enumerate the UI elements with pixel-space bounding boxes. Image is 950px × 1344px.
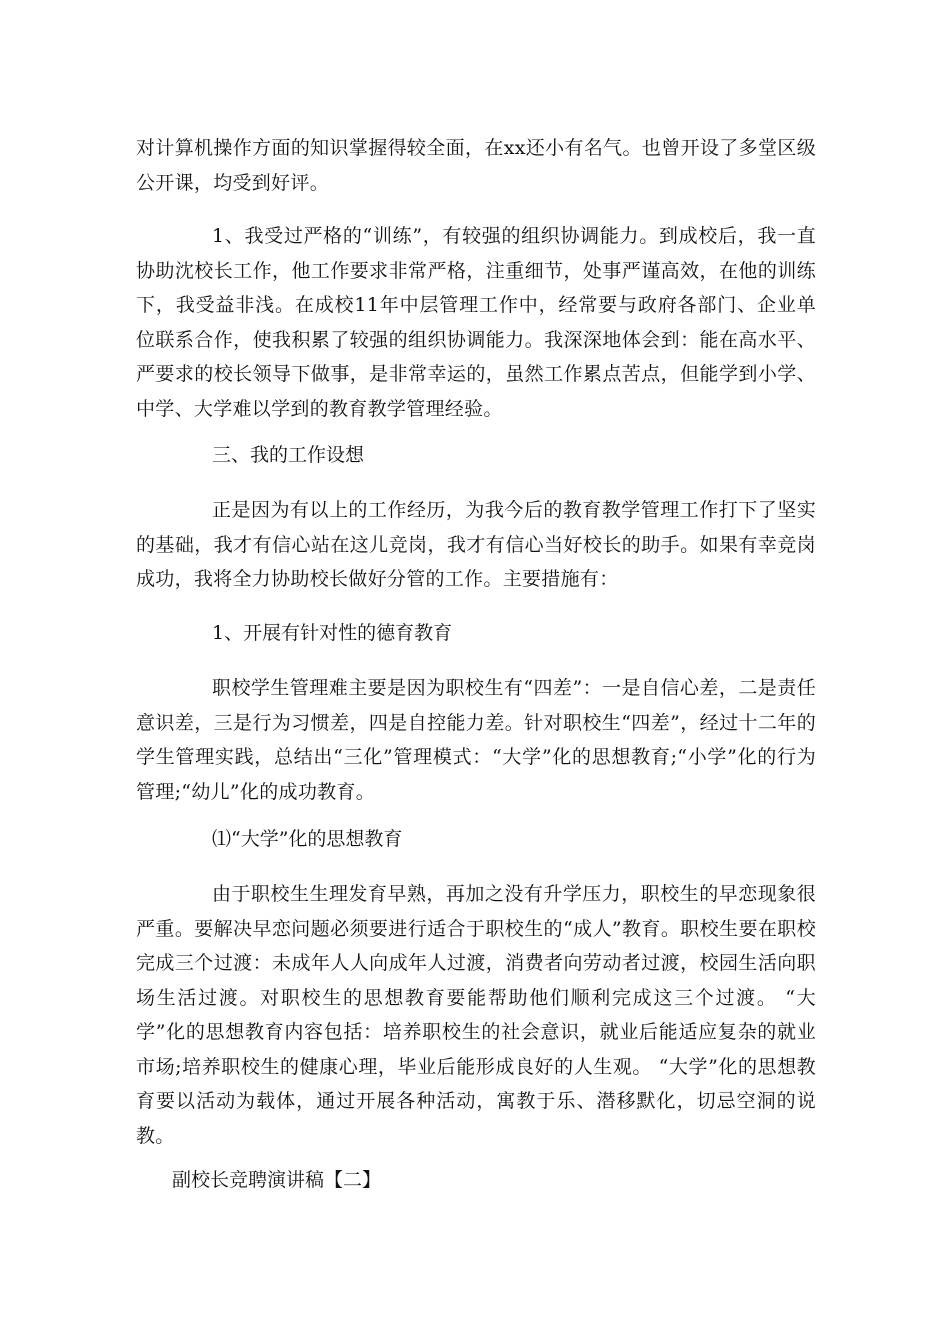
section-title: 副校长竞聘演讲稿【二】: [172, 1169, 382, 1191]
paragraph-university-style-education: 由于职校生生理发育早熟，再加之没有升学压力，职校生的早恋现象很严重。要解决早恋问题必须要进行适合于职校生的“成人”教育。职校生要在职校完成三个过渡：未成年人人向成年人过渡，消费者向劳动者过渡，校园生活向职场生活过渡。对职校生的思想教育要能帮助他们顺利完成这三个过渡。 “大学”化的思想教育内容包括：培养职校生的社会意识，就业后能适应复杂的就业市场;培养职校生的健康心理，毕业后能形成良好的人生观。 “大学”化的思想教育要以活动为载体，通过开展各种活动，寓教于乐、潜移默化，切忌空洞的说教。: [136, 883, 816, 1147]
heading-moral-education: 1、开展有针对性的德育教育: [212, 622, 453, 644]
paragraph-work-plan-intro: 正是因为有以上的工作经历，为我今后的教育教学管理工作打下了坚实的基础，我才有信心站在这儿竞岗，我才有信心当好校长的助手。如果有幸竞岗成功，我将全力协助校长做好分管的工作。主要措施有：: [136, 499, 816, 590]
paragraph-intro-continued: 对计算机操作方面的知识掌握得较全面，在xx还小有名气。也曾开设了多堂区级公开课，均受到好评。: [136, 137, 816, 194]
heading-university-style-education: ⑴“大学”化的思想教育: [212, 828, 403, 850]
heading-work-plan: 三、我的工作设想: [212, 444, 365, 466]
paragraph-coordination-ability: 1、我受过严格的“训练”，有较强的组织协调能力。到成校后，我一直协助沈校长工作，他工作要求非常严格，注重细节，处事严谨高效，在他的训练下，我受益非浅。在成校11年中层管理工作中，经常要与政府各部门、企业单位联系合作，使我积累了较强的组织协调能力。我深深地体会到：能在高水平、严要求的校长领导下做事，是非常幸运的，虽然工作累点苦点，但能学到小学、中学、大学难以学到的教育教学管理经验。: [136, 225, 816, 420]
paragraph-four-weaknesses: 职校学生管理难主要是因为职校生有“四差”：一是自信心差，二是责任意识差，三是行为习惯差，四是自控能力差。针对职校生“四差”，经过十二年的学生管理实践，总结出“三化”管理模式：“大学”化的思想教育;“小学”化的行为管理;“幼儿”化的成功教育。: [136, 677, 816, 803]
